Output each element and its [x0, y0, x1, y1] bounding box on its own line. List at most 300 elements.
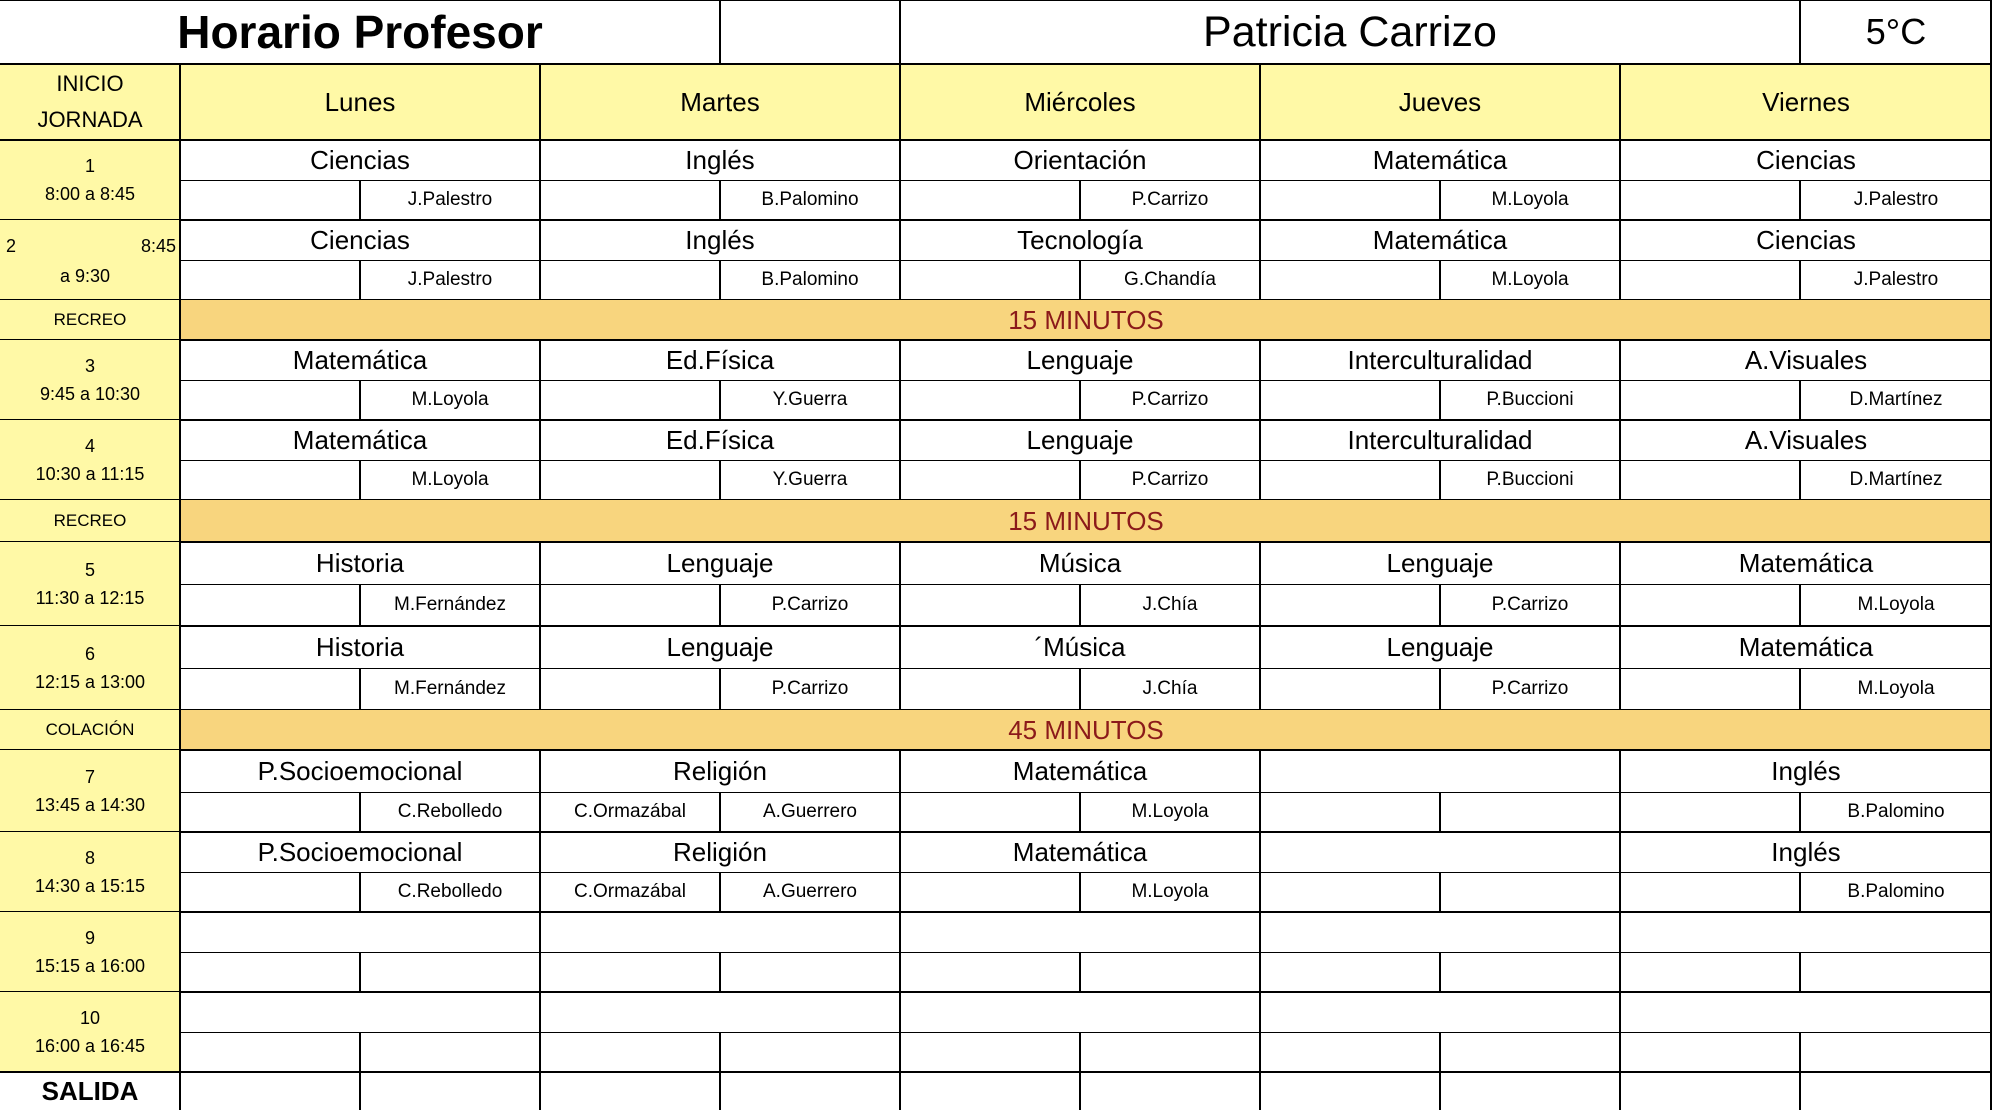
- grid-line: [180, 584, 1992, 585]
- grid-line: [1439, 260, 1441, 300]
- subject-cell-martes[interactable]: Ed.Física: [665, 344, 775, 375]
- grid-line: [1799, 792, 1801, 832]
- subject-cell-miércoles[interactable]: [900, 992, 1260, 1032]
- grid-line: [1079, 584, 1081, 626]
- grid-line: [180, 872, 1992, 873]
- teacher-cell-left-lunes[interactable]: [180, 380, 360, 420]
- teacher-cell-lunes[interactable]: J.Palestro: [407, 269, 493, 290]
- subject-cell-lunes[interactable]: Historia: [315, 631, 405, 662]
- teacher-cell-lunes[interactable]: M.Fernández: [394, 594, 506, 615]
- teacher-cell-viernes[interactable]: [1800, 1032, 1992, 1072]
- grid-line: [539, 542, 541, 626]
- teacher-cell-miércoles[interactable]: [1080, 952, 1260, 992]
- teacher-cell-left-miércoles[interactable]: [900, 260, 1080, 300]
- grid-line: [1439, 952, 1441, 992]
- teacher-cell-left-martes[interactable]: [540, 460, 720, 500]
- grid-line: [359, 872, 361, 912]
- break-duration-bar: 15 MINUTOS: [180, 300, 1992, 340]
- subject-cell-miércoles[interactable]: Música: [1038, 547, 1122, 578]
- grid-line: [359, 952, 361, 992]
- teacher-cell-martes[interactable]: B.Palomino: [761, 189, 859, 210]
- teacher-cell-lunes[interactable]: M.Fernández: [394, 678, 506, 699]
- period-label-4: [0, 420, 180, 500]
- grid-line: [179, 912, 181, 992]
- teacher-cell-viernes[interactable]: B.Palomino: [1847, 881, 1945, 902]
- subject-cell-miércoles[interactable]: Matemática: [1012, 836, 1148, 867]
- teacher-cell-left-viernes[interactable]: [1620, 180, 1800, 220]
- subject-cell-miércoles[interactable]: ´Música: [1034, 631, 1126, 662]
- teacher-cell-left-viernes[interactable]: [1620, 792, 1800, 832]
- period-time: 11:30 a 12:15: [35, 588, 145, 608]
- teacher-cell-jueves[interactable]: M.Loyola: [1491, 189, 1569, 210]
- teacher-cell-left-miércoles[interactable]: [900, 872, 1080, 912]
- subject-cell-jueves[interactable]: Lenguaje: [1386, 547, 1494, 578]
- teacher-cell-miércoles[interactable]: M.Loyola: [1131, 881, 1209, 902]
- period-number: 10: [79, 1008, 101, 1028]
- teacher-cell-martes[interactable]: Y.Guerra: [772, 469, 848, 490]
- teacher-cell-left-martes[interactable]: [540, 380, 720, 420]
- teacher-cell-miércoles[interactable]: P.Carrizo: [1131, 469, 1209, 490]
- grid-line: [899, 220, 901, 300]
- subject-cell-jueves[interactable]: Matemática: [1372, 144, 1508, 175]
- grid-line: [1079, 1032, 1081, 1072]
- grid-line: [180, 792, 1992, 793]
- period-number: 1: [84, 156, 95, 176]
- teacher-cell-left-jueves[interactable]: [1260, 668, 1440, 710]
- grid-line: [1439, 380, 1441, 420]
- exit-cell[interactable]: [1620, 1072, 1800, 1110]
- grid-line: [899, 542, 901, 626]
- subject-cell-viernes[interactable]: Inglés: [1771, 836, 1841, 867]
- teacher-cell-lunes[interactable]: [360, 1032, 540, 1072]
- teacher-cell-lunes[interactable]: C.Rebolledo: [397, 881, 503, 902]
- teacher-cell-left-viernes[interactable]: [1620, 668, 1800, 710]
- grid-line: [359, 584, 361, 626]
- grid-line: [179, 626, 181, 710]
- grid-line: [539, 750, 541, 832]
- teacher-cell-lunes[interactable]: M.Loyola: [411, 389, 489, 410]
- grid-line: [1259, 992, 1261, 1072]
- grid-line: [539, 64, 541, 140]
- teacher-cell-left-jueves[interactable]: [1260, 460, 1440, 500]
- period-time: 13:45 a 14:30: [34, 795, 146, 815]
- subject-cell-lunes[interactable]: Matemática: [292, 424, 428, 455]
- teacher-cell-left-lunes[interactable]: [180, 668, 360, 710]
- grid-line: [1799, 872, 1801, 912]
- subject-cell-lunes[interactable]: Ciencias: [310, 144, 410, 175]
- subject-cell-viernes[interactable]: [1620, 992, 1992, 1032]
- teacher-cell-left-jueves[interactable]: [1260, 1032, 1440, 1072]
- teacher-cell-left-martes[interactable]: [540, 260, 720, 300]
- grid-line: [179, 710, 181, 750]
- grid-line: [1799, 380, 1801, 420]
- teacher-cell-left-jueves[interactable]: [1260, 180, 1440, 220]
- grid-line: [1799, 1032, 1801, 1072]
- teacher-cell-jueves[interactable]: P.Carrizo: [1491, 594, 1569, 615]
- period-label-3: [0, 340, 180, 420]
- teacher-cell-jueves[interactable]: [1440, 1032, 1620, 1072]
- subject-cell-martes[interactable]: Ed.Física: [665, 424, 775, 455]
- teacher-cell-martes[interactable]: P.Carrizo: [771, 678, 849, 699]
- day-header-viernes: Viernes: [1620, 64, 1992, 140]
- teacher-cell-left-viernes[interactable]: [1620, 872, 1800, 912]
- period-time: 9:45 a 10:30: [39, 384, 141, 404]
- grid-line: [1439, 792, 1441, 832]
- grid-line: [899, 64, 901, 140]
- grid-line: [899, 750, 901, 832]
- grid-line: [359, 260, 361, 300]
- teacher-cell-miércoles[interactable]: [1080, 1032, 1260, 1072]
- teacher-cell-left-martes[interactable]: [540, 1032, 720, 1072]
- teacher-cell-left-jueves[interactable]: [1260, 584, 1440, 626]
- teacher-cell-martes[interactable]: [720, 952, 900, 992]
- exit-cell[interactable]: [1440, 1072, 1620, 1110]
- teacher-cell-miércoles[interactable]: J.Chía: [1142, 594, 1198, 615]
- page-title: Horario Profesor: [177, 6, 543, 58]
- teacher-cell-lunes[interactable]: C.Rebolledo: [397, 801, 503, 822]
- teacher-cell-jueves[interactable]: [1440, 952, 1620, 992]
- exit-cell[interactable]: [540, 1072, 720, 1110]
- period-label-2: [0, 220, 180, 300]
- subject-cell-jueves[interactable]: Matemática: [1372, 224, 1508, 255]
- teacher-cell-left-lunes[interactable]: [180, 1032, 360, 1072]
- teacher-cell-left-martes[interactable]: [540, 952, 720, 992]
- teacher-cell-viernes[interactable]: M.Loyola: [1857, 678, 1935, 699]
- grid-line: [0, 0, 1992, 1]
- grid-line: [179, 500, 181, 542]
- teacher-cell-martes[interactable]: B.Palomino: [761, 269, 859, 290]
- subject-cell-jueves[interactable]: [1260, 750, 1620, 792]
- grid-line: [539, 912, 541, 992]
- start-label-line2: JORNADA: [37, 107, 143, 132]
- teacher-cell-left-viernes[interactable]: [1620, 952, 1800, 992]
- teacher-cell-viernes[interactable]: J.Palestro: [1853, 189, 1939, 210]
- teacher-cell-martes[interactable]: A.Guerrero: [763, 881, 857, 902]
- subject-cell-lunes[interactable]: P.Socioemocional: [257, 755, 463, 786]
- grid-line: [1619, 542, 1621, 626]
- subject-cell-miércoles[interactable]: Lenguaje: [1026, 424, 1134, 455]
- grid-line: [1259, 340, 1261, 420]
- teacher-cell-left-martes[interactable]: C.Ormazábal: [574, 801, 686, 822]
- grid-line: [1619, 912, 1621, 992]
- teacher-cell-left-martes[interactable]: [540, 668, 720, 710]
- subject-cell-martes[interactable]: Religión: [673, 836, 767, 867]
- grid-line: [179, 64, 181, 140]
- grid-line: [1619, 1072, 1621, 1110]
- subject-cell-martes[interactable]: [540, 912, 900, 952]
- subject-cell-viernes[interactable]: A.Visuales: [1744, 344, 1868, 375]
- teacher-name: Patricia Carrizo: [1203, 7, 1497, 56]
- grid-line: [1259, 420, 1261, 500]
- grid-line: [1439, 584, 1441, 626]
- grid-line: [1439, 460, 1441, 500]
- period-label-10: [0, 992, 180, 1072]
- subject-cell-lunes[interactable]: [180, 992, 540, 1032]
- day-header-martes: Martes: [540, 64, 900, 140]
- teacher-cell-martes[interactable]: P.Carrizo: [771, 594, 849, 615]
- teacher-cell-viernes[interactable]: B.Palomino: [1847, 801, 1945, 822]
- grid-line: [719, 460, 721, 500]
- grid-line: [539, 220, 541, 300]
- break-label: RECREO: [0, 300, 180, 340]
- grid-line: [1079, 260, 1081, 300]
- exit-cell[interactable]: [360, 1072, 540, 1110]
- grid-line: [1619, 64, 1621, 140]
- grid-line: [180, 1032, 1992, 1033]
- exit-cell[interactable]: [900, 1072, 1080, 1110]
- subject-cell-lunes[interactable]: P.Socioemocional: [257, 836, 463, 867]
- period-time: 14:30 a 15:15: [34, 876, 146, 896]
- exit-cell[interactable]: [720, 1072, 900, 1110]
- teacher-cell-miércoles[interactable]: P.Carrizo: [1131, 189, 1209, 210]
- subject-cell-martes[interactable]: Religión: [673, 755, 767, 786]
- grid-line: [899, 140, 901, 220]
- grid-line: [899, 340, 901, 420]
- subject-cell-lunes[interactable]: Historia: [315, 547, 405, 578]
- period-number: 9: [84, 928, 95, 948]
- exit-cell[interactable]: [1080, 1072, 1260, 1110]
- grid-line: [1439, 180, 1441, 220]
- teacher-cell-left-viernes[interactable]: [1620, 460, 1800, 500]
- teacher-cell-martes[interactable]: Y.Guerra: [772, 389, 848, 410]
- grid-line: [719, 952, 721, 992]
- grid-line: [539, 420, 541, 500]
- subject-cell-jueves[interactable]: Lenguaje: [1386, 631, 1494, 662]
- break-label: COLACIÓN: [0, 710, 180, 750]
- teacher-cell-miércoles[interactable]: P.Carrizo: [1131, 389, 1209, 410]
- grid-line: [359, 460, 361, 500]
- grid-line: [1259, 64, 1261, 140]
- subject-cell-jueves[interactable]: Interculturalidad: [1347, 344, 1533, 375]
- teacher-cell-left-lunes[interactable]: [180, 952, 360, 992]
- grid-line: [1619, 832, 1621, 912]
- subject-cell-martes[interactable]: Lenguaje: [666, 547, 774, 578]
- grid-line: [1619, 626, 1621, 710]
- exit-cell[interactable]: [1260, 1072, 1440, 1110]
- period-time: 16:00 a 16:45: [34, 1036, 146, 1056]
- grid-line: [1079, 1072, 1081, 1110]
- subject-cell-jueves[interactable]: [1260, 832, 1620, 872]
- grid-line: [1079, 180, 1081, 220]
- grid-line: [1799, 1072, 1801, 1110]
- subject-cell-miércoles[interactable]: Tecnología: [1017, 224, 1143, 255]
- grid-line: [180, 952, 1992, 953]
- teacher-cell-left-lunes[interactable]: [180, 260, 360, 300]
- grid-line: [1799, 260, 1801, 300]
- break-duration-bar: 45 MINUTOS: [180, 710, 1992, 750]
- grid-line: [1439, 1072, 1441, 1110]
- exit-cell[interactable]: [1800, 1072, 1992, 1110]
- teacher-cell-left-jueves[interactable]: [1260, 380, 1440, 420]
- period-label-9: [0, 912, 180, 992]
- grid-line: [899, 832, 901, 912]
- teacher-cell-jueves[interactable]: P.Buccioni: [1486, 389, 1574, 410]
- teacher-cell-jueves[interactable]: [1440, 792, 1620, 832]
- subject-cell-martes[interactable]: [540, 992, 900, 1032]
- grid-line: [179, 220, 181, 300]
- grid-line: [899, 420, 901, 500]
- teacher-cell-left-miércoles[interactable]: [900, 180, 1080, 220]
- grid-line: [179, 832, 181, 912]
- teacher-cell-left-jueves[interactable]: [1260, 952, 1440, 992]
- period-label-5: [0, 542, 180, 626]
- grid-line: [1619, 140, 1621, 220]
- subject-cell-lunes[interactable]: [180, 912, 540, 952]
- grid-line: [359, 180, 361, 220]
- teacher-cell-left-jueves[interactable]: [1260, 872, 1440, 912]
- teacher-cell-jueves[interactable]: [1440, 872, 1620, 912]
- grid-line: [719, 792, 721, 832]
- teacher-cell-jueves[interactable]: M.Loyola: [1491, 269, 1569, 290]
- period-time: 15:15 a 16:00: [34, 956, 146, 976]
- subject-cell-viernes[interactable]: Inglés: [1771, 755, 1841, 786]
- teacher-cell-martes[interactable]: [720, 1032, 900, 1072]
- grid-line: [179, 1072, 181, 1110]
- subject-cell-miércoles[interactable]: Orientación: [1013, 144, 1147, 175]
- teacher-cell-left-viernes[interactable]: [1620, 380, 1800, 420]
- subject-cell-martes[interactable]: Lenguaje: [666, 631, 774, 662]
- grid-line: [1259, 626, 1261, 710]
- grid-line: [1619, 992, 1621, 1072]
- teacher-cell-miércoles[interactable]: J.Chía: [1142, 678, 1198, 699]
- subject-cell-viernes[interactable]: Ciencias: [1756, 224, 1856, 255]
- subject-cell-viernes[interactable]: A.Visuales: [1744, 424, 1868, 455]
- subject-cell-viernes[interactable]: [1620, 912, 1992, 952]
- grid-line: [1259, 750, 1261, 832]
- teacher-cell-viernes[interactable]: M.Loyola: [1857, 594, 1935, 615]
- subject-cell-martes[interactable]: Inglés: [685, 144, 755, 175]
- teacher-cell-left-martes[interactable]: [540, 584, 720, 626]
- teacher-cell-left-lunes[interactable]: [180, 872, 360, 912]
- teacher-cell-left-miércoles[interactable]: [900, 952, 1080, 992]
- teacher-cell-martes[interactable]: A.Guerrero: [763, 801, 857, 822]
- teacher-cell-viernes[interactable]: [1800, 952, 1992, 992]
- grid-line: [359, 792, 361, 832]
- teacher-cell-left-viernes[interactable]: [1620, 584, 1800, 626]
- period-number: 3: [84, 356, 95, 376]
- teacher-cell-left-miércoles[interactable]: [900, 380, 1080, 420]
- grid-line: [1259, 542, 1261, 626]
- teacher-cell-left-miércoles[interactable]: [900, 668, 1080, 710]
- subject-cell-jueves[interactable]: [1260, 992, 1620, 1032]
- period-number: 2: [6, 236, 17, 256]
- grid-line: [539, 832, 541, 912]
- grid-line: [359, 1072, 361, 1110]
- grid-line: [179, 340, 181, 420]
- teacher-cell-jueves[interactable]: P.Buccioni: [1486, 469, 1574, 490]
- subject-cell-miércoles[interactable]: Matemática: [1012, 755, 1148, 786]
- grid-line: [180, 460, 1992, 461]
- subject-cell-viernes[interactable]: Matemática: [1738, 631, 1874, 662]
- grid-line: [1439, 668, 1441, 710]
- grid-line: [1799, 952, 1801, 992]
- period-label-6: [0, 626, 180, 710]
- grid-line: [1799, 668, 1801, 710]
- grid-line: [1079, 380, 1081, 420]
- grid-line: [719, 1072, 721, 1110]
- period-label-1: [0, 140, 180, 220]
- grid-line: [180, 380, 1992, 381]
- teacher-cell-left-miércoles[interactable]: [900, 792, 1080, 832]
- teacher-cell-viernes[interactable]: D.Martínez: [1849, 389, 1943, 410]
- subject-cell-martes[interactable]: Inglés: [685, 224, 755, 255]
- teacher-cell-viernes[interactable]: J.Palestro: [1853, 269, 1939, 290]
- teacher-cell-lunes[interactable]: J.Palestro: [407, 189, 493, 210]
- grid-line: [719, 668, 721, 710]
- grid-line: [1079, 460, 1081, 500]
- teacher-cell-left-miércoles[interactable]: [900, 460, 1080, 500]
- grid-line: [719, 1032, 721, 1072]
- teacher-cell-left-viernes[interactable]: [1620, 1032, 1800, 1072]
- teacher-cell-left-viernes[interactable]: [1620, 260, 1800, 300]
- grid-line: [1799, 460, 1801, 500]
- teacher-cell-left-martes[interactable]: [540, 180, 720, 220]
- grid-line: [1439, 872, 1441, 912]
- teacher-cell-miércoles[interactable]: G.Chandía: [1124, 269, 1216, 290]
- teacher-cell-left-lunes[interactable]: [180, 584, 360, 626]
- period-time: 8:00 a 8:45: [44, 184, 136, 204]
- subject-cell-jueves[interactable]: Interculturalidad: [1347, 424, 1533, 455]
- grid-line: [180, 668, 1992, 669]
- teacher-cell-left-lunes[interactable]: [180, 792, 360, 832]
- grid-line: [359, 1032, 361, 1072]
- grid-line: [719, 260, 721, 300]
- grid-line: [1799, 584, 1801, 626]
- grid-line: [899, 992, 901, 1072]
- teacher-cell-left-jueves[interactable]: [1260, 260, 1440, 300]
- grid-line: [180, 180, 1992, 181]
- subject-cell-viernes[interactable]: Ciencias: [1756, 144, 1856, 175]
- grid-line: [539, 140, 541, 220]
- subject-cell-jueves[interactable]: [1260, 912, 1620, 952]
- teacher-cell-left-jueves[interactable]: [1260, 792, 1440, 832]
- subject-cell-viernes[interactable]: Matemática: [1738, 547, 1874, 578]
- grid-line: [539, 992, 541, 1072]
- teacher-cell-lunes[interactable]: [360, 952, 540, 992]
- subject-cell-lunes[interactable]: Matemática: [292, 344, 428, 375]
- exit-cell[interactable]: [180, 1072, 360, 1110]
- subject-cell-lunes[interactable]: Ciencias: [310, 224, 410, 255]
- teacher-cell-viernes[interactable]: D.Martínez: [1849, 469, 1943, 490]
- grid-line: [899, 0, 901, 64]
- teacher-cell-left-miércoles[interactable]: [900, 1032, 1080, 1072]
- teacher-cell-jueves[interactable]: P.Carrizo: [1491, 678, 1569, 699]
- grid-line: [1439, 1032, 1441, 1072]
- grid-line: [179, 750, 181, 832]
- teacher-cell-left-lunes[interactable]: [180, 180, 360, 220]
- end-of-day-label: SALIDA: [41, 1075, 139, 1106]
- teacher-cell-left-miércoles[interactable]: [900, 584, 1080, 626]
- teacher-cell-left-lunes[interactable]: [180, 460, 360, 500]
- teacher-cell-lunes[interactable]: M.Loyola: [411, 469, 489, 490]
- grid-line: [179, 992, 181, 1072]
- grid-line: [539, 1072, 541, 1110]
- grid-line: [1079, 792, 1081, 832]
- grid-line: [1259, 1072, 1261, 1110]
- grid-line: [1619, 220, 1621, 300]
- teacher-cell-left-martes[interactable]: C.Ormazábal: [574, 881, 686, 902]
- subject-cell-miércoles[interactable]: Lenguaje: [1026, 344, 1134, 375]
- grid-line: [1619, 420, 1621, 500]
- day-header-lunes: Lunes: [180, 64, 540, 140]
- grid-line: [719, 380, 721, 420]
- grid-line: [719, 180, 721, 220]
- subject-cell-miércoles[interactable]: [900, 912, 1260, 952]
- grid-line: [899, 1072, 901, 1110]
- teacher-cell-miércoles[interactable]: M.Loyola: [1131, 801, 1209, 822]
- grid-line: [1619, 340, 1621, 420]
- grid-line: [1259, 140, 1261, 220]
